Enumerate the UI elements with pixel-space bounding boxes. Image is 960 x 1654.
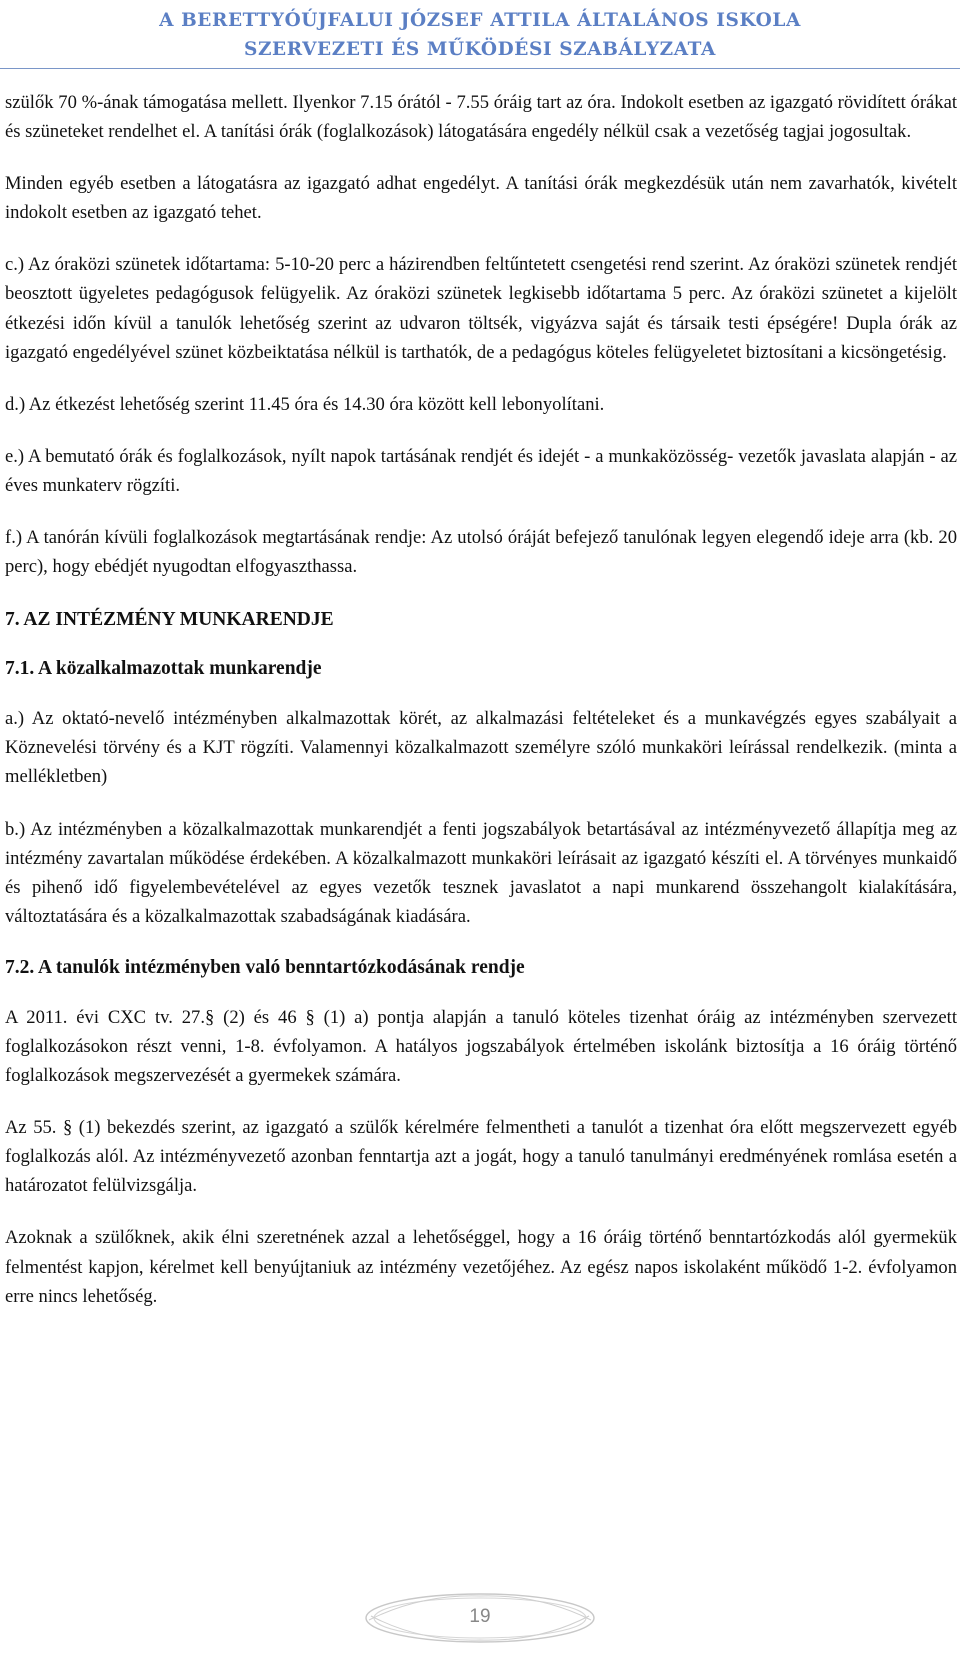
header-document-title: SZERVEZETI ÉS MŰKÖDÉSI SZABÁLYZATA (243, 39, 716, 60)
paragraph: f.) A tanórán kívüli foglalkozások megtartásának rendje: Az utolsó óráját befejező tanulónak legyen elegendő ideje arra (kb. 20 perc), hogy ebédjét nyugodtan elfogyaszthassa. (5, 527, 957, 578)
paragraph: szülők 70 %-ának támogatása mellett. Ilyenkor 7.15 órától - 7.55 óráig tart az óra. Indokolt esetben az igazgató rövidített órákat és szüneteket rendelhet el. A tanítási órák (foglalkozások) látogatására engedély nélkül csak a vezetőség tagjai jogosultak. (5, 92, 957, 143)
subsection-heading-7-2: 7.2. A tanulók intézményben való benntartózkodásának rendje (5, 956, 525, 978)
header-school-name: A BERETTYÓÚJFALUI JÓZSEF ATTILA ÁLTALÁNOS ISKOLA (159, 10, 801, 31)
paragraph: b.) Az intézményben a közalkalmazottak munkarendjét a fenti jogszabályok betartásával az intézményvezető állapítja meg az intézmény zavartalan működése érdekében. A közalkalmazott munkaköri leírásait az igazgató készíti el. A törvényes munkaidő és pihenő idő figyelembevételével az egyes vezetők tesznek javaslatot a napi munkarend összehangolt kialakítására, változtatására és a közalkalmazottak szabadságának kiadására. (5, 818, 957, 927)
paragraph: Azoknak a szülőknek, akik élni szeretnének azzal a lehetőséggel, hogy a 16 óráig történő benntartózkodás alól gyermekük felmentést kapjon, kérelmet kell benyújtaniuk az intézmény vezetőjéhez. Az egész napos iskolaként működő 1-2. évfolyamon erre nincs lehetőség. (5, 1227, 957, 1307)
paragraph: Az 55. § (1) bekezdés szerint, az igazgató a szülők kérelmére felmentheti a tanulót a tizenhat óra előtt megszervezett egyéb foglalkozás alól. Az intézményvezető azonban fenntartja azt a jogát, hogy a tanuló tanulmányi eredményének romlása esetén a határozatot felülvizsgálja. (5, 1117, 957, 1197)
header-divider (0, 68, 960, 69)
paragraph: d.) Az étkezést lehetőség szerint 11.45 óra és 14.30 óra között kell lebonyolítani. (5, 393, 605, 415)
document-body (5, 88, 957, 1311)
paragraph: c.) Az óraközi szünetek időtartama: 5-10-20 perc a házirendben feltűntetett csengetési rend szerint. Az óraközi szünetek rendjét beosztott ügyeletes pedagógusok felügyelik. Az óraközi szünetek legkisebb időtartama 5 perc. Az óraközi szünetet a kijelölt étkezési időn kívül a tanulók lehetőség szerint az udvaron töltsék, vigyázva saját és társaik testi épségére! Dupla órák az igazgató engedélyével szünet közbeiktatása nélkül is tarthatók, de a pedagógus köteles felügyeletet biztosítani a kicsöngetésig. (5, 254, 957, 363)
paragraph: Minden egyéb esetben a látogatásra az igazgató adhat engedélyt. A tanítási órák megkezdésük után nem zavarhatók, kivételt indokolt esetben az igazgató tehet. (5, 173, 957, 224)
document-header (0, 6, 960, 64)
paragraph: a.) Az oktató-nevelő intézményben alkalmazottak körét, az alkalmazási feltételeket és a munkavégzés egyes szabályait a Köznevelési törvény és a KJT rögzíti. Valamennyi közalkalmazott személyre szóló munkaköri leírással rendelkezik. (minta a mellékletben) (5, 708, 957, 788)
page-number: 19 (469, 1606, 491, 1627)
paragraph: A 2011. évi CXC tv. 27.§ (2) és 46 § (1) a) pontja alapján a tanuló köteles tizenhat óráig az intézményben szervezett foglalkozásokon részt venni, 1-8. évfolyamon. A hatályos jogszabályok értelmében iskolánk biztosítja a 16 óráig történő foglalkozások megszervezését a gyermekek számára. (5, 1006, 957, 1087)
subsection-heading-7-1: 7.1. A közalkalmazottak munkarendje (5, 658, 322, 680)
paragraph: e.) A bemutató órák és foglalkozások, nyílt napok tartásának rendjét és idejét - a munkaközösség- vezetők javaslata alapján - az éves munkaterv rögzíti. (5, 445, 957, 496)
section-heading-7: 7. AZ INTÉZMÉNY MUNKARENDJE (5, 609, 334, 631)
